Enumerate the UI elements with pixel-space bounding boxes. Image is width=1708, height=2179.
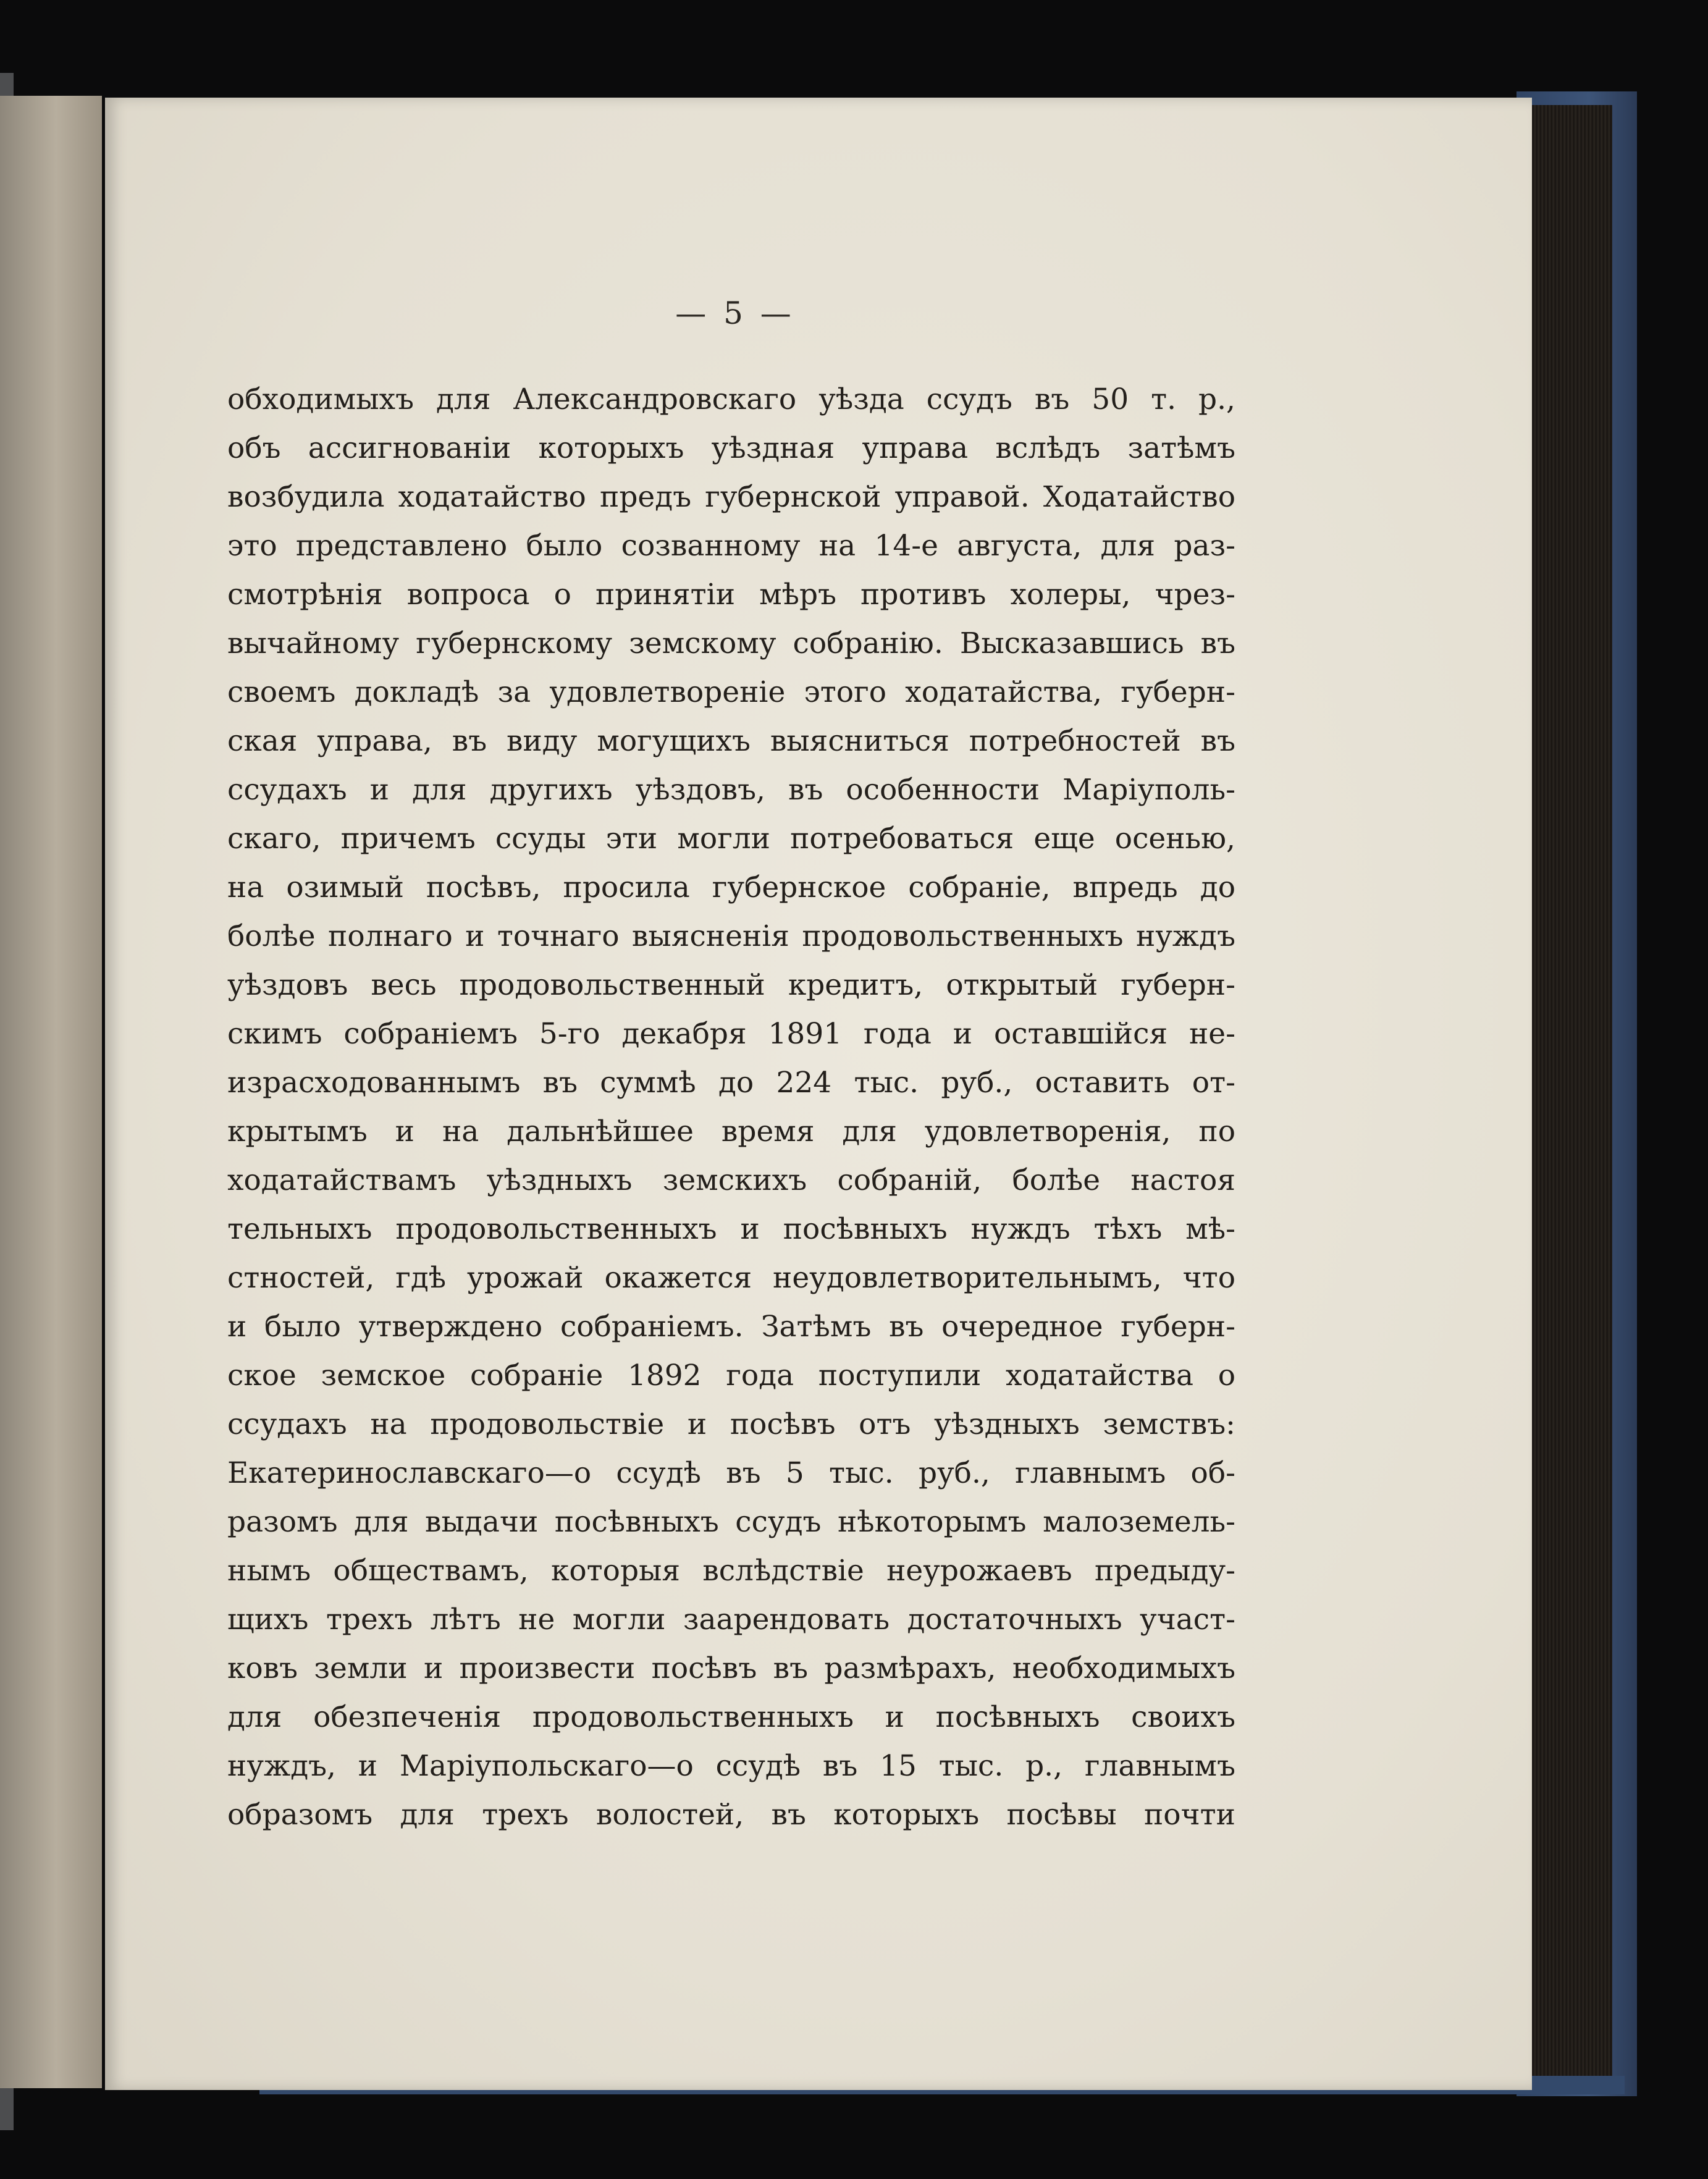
text-line: смотрѣнія вопроса о принятіи мѣръ противъ холеры, чрез- [227,578,1235,612]
page-number: — 5 — [675,295,795,331]
text-line: скаго, причемъ ссуды эти могли потребоваться еще осенью, [227,822,1235,856]
text-line: щихъ трехъ лѣтъ не могли заарендовать достаточныхъ участ- [227,1603,1235,1637]
text-line: уѣздовъ весь продовольственный кредитъ, открытый губерн- [227,968,1235,1002]
text-line: стностей, гдѣ урожай окажется неудовлетворительнымъ, что [227,1261,1235,1295]
text-line: болѣе полнаго и точнаго выясненія продовольственныхъ нуждъ [227,919,1235,953]
text-line: ская управа, въ виду могущихъ выясниться потребностей въ [227,724,1235,758]
text-line: образомъ для трехъ волостей, въ которыхъ посѣвы почти [227,1798,1235,1832]
text-line: ковъ земли и произвести посѣвъ въ размѣрахъ, необходимыхъ [227,1651,1235,1685]
page-edges [1526,105,1612,2079]
text-line: ходатайствамъ уѣздныхъ земскихъ собраній, болѣе настоя [227,1163,1235,1197]
text-line: своемъ докладѣ за удовлетвореніе этого ходатайства, губерн- [227,675,1235,709]
text-line: нуждъ, и Маріупольскаго—о ссудѣ въ 15 тыс. р., главнымъ [227,1749,1235,1783]
text-line: нымъ обществамъ, которыя вслѣдствіе неурожаевъ предыду- [227,1554,1235,1588]
text-line: крытымъ и на дальнѣйшее время для удовлетворенія, по [227,1115,1235,1149]
text-line: для обезпеченія продовольственныхъ и посѣвныхъ своихъ [227,1700,1235,1734]
text-line: возбудила ходатайство предъ губернской управой. Ходатайство [227,480,1235,514]
text-line: ское земское собраніе 1892 года поступили ходатайства о [227,1359,1235,1393]
left-page-edge [0,96,102,2088]
text-line: скимъ собраніемъ 5-го декабря 1891 года и оставшійся не- [227,1017,1235,1051]
text-line: ссудахъ на продовольствіе и посѣвъ отъ уѣздныхъ земствъ: [227,1407,1235,1441]
text-line: израсходованнымъ въ суммѣ до 224 тыс. руб., оставить от- [227,1066,1235,1100]
text-line: обходимыхъ для Александровскаго уѣзда ссудъ въ 50 т. р., [227,382,1235,416]
text-line: это представлено было созванному на 14-е августа, для раз- [227,529,1235,563]
text-line: вычайному губернскому земскому собранію. Высказавшись въ [227,626,1235,660]
text-line: Екатеринославскаго—о ссудѣ въ 5 тыс. руб., главнымъ об- [227,1456,1235,1490]
text-line: на озимый посѣвъ, просила губернское собраніе, впредь до [227,870,1235,904]
text-line: и было утверждено собраніемъ. Затѣмъ въ очередное губерн- [227,1310,1235,1344]
text-line: ссудахъ и для другихъ уѣздовъ, въ особенности Маріуполь- [227,773,1235,807]
text-line: объ ассигнованіи которыхъ уѣздная управа вслѣдъ затѣмъ [227,431,1235,465]
text-line: тельныхъ продовольственныхъ и посѣвныхъ нуждъ тѣхъ мѣ- [227,1212,1235,1246]
text-line: разомъ для выдачи посѣвныхъ ссудъ нѣкоторымъ малоземель- [227,1505,1235,1539]
